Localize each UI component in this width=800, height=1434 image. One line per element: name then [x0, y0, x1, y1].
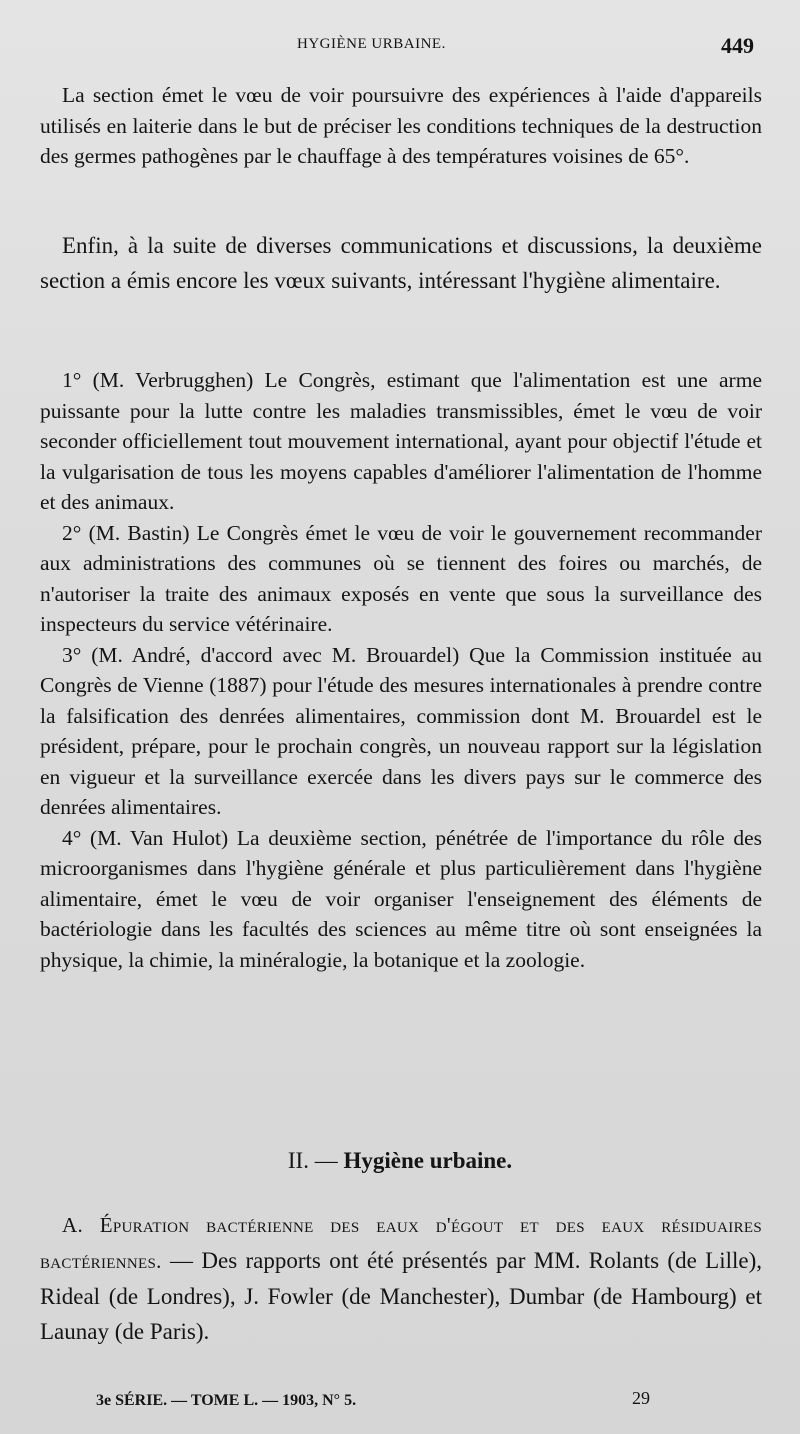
resolution-item: 3° (M. André, d'accord avec M. Brouardel) Que la Commission instituée au Congrès de Vienne (1887) pour l'étude des mesures internationales à prendre contre la falsification des denrées alimentaires, commission dont M. Brouardel est le président, prépare, pour le prochain congrès, un nouveau rapport sur la législation en vigueur et la surveillance exercée dans les divers pays sur le commerce des denrées alimentaires. — [40, 642, 762, 819]
subsection-text: — Des rapports ont été présentés par MM. Rolants (de Lille), Rideal (de Londres), J. Fowler (de Manchester), Dumbar (de Hambourg) et Launay (de Paris). — [40, 1248, 762, 1344]
subsection-epuration — [40, 1207, 762, 1349]
page-header — [0, 33, 800, 66]
page-number: 449 — [721, 33, 754, 58]
sheet-number: 29 — [632, 1388, 650, 1408]
subsection-heading: A. Épuration bactérienne des eaux d'égout et des eaux résiduaires bactériennes. — [40, 1213, 762, 1273]
page-footer — [0, 1390, 800, 1420]
paragraph-text: Enfin, à la suite de diverses communications et discussions, la deuxième section a émis encore les vœux suivants, intéressant l'hygiène alimentaire. — [40, 233, 762, 293]
running-title: HYGIÈNE URBAINE. — [297, 36, 446, 52]
paragraph-laiterie — [40, 80, 762, 172]
resolution-item: 2° (M. Bastin) Le Congrès émet le vœu de voir le gouvernement recommander aux administrations des communes où se tiennent des foires ou marchés, de n'autoriser la traite des animaux exposés en vente que sous la surveillance des inspecteurs du service vétérinaire. — [40, 520, 762, 636]
section-heading — [0, 1148, 800, 1174]
section-title: Hygiène urbaine. — [343, 1148, 513, 1173]
paragraph-voeux-intro — [40, 228, 762, 298]
resolution-item: 1° (M. Verbrugghen) Le Congrès, estimant que l'alimentation est une arme puissante pour la lutte contre les maladies transmissibles, émet le vœu de voir seconder officiellement tout mouvement international, ayant pour objectif l'étude et la vulgarisation de tous les moyens capables d'améliorer l'alimentation de l'homme et des animaux. — [40, 368, 762, 514]
section-number: II. — — [287, 1148, 338, 1173]
paragraph-text: La section émet le vœu de voir poursuivre des expériences à l'aide d'appareils utilisés en laiterie dans le but de préciser les conditions techniques de la destruction des germes pathogènes par le chauffage à des températures voisines de 65°. — [40, 83, 762, 168]
resolution-item: 4° (M. Van Hulot) La deuxième section, pénétrée de l'importance du rôle des microorganismes dans l'hygiène générale et plus particulièrement dans l'hygiène alimentaire, émet le vœu de voir organiser l'enseignement des éléments de bactériologie dans les facultés des sciences au même titre où sont enseignées la physique, la chimie, la minéralogie, la botanique et la zoologie. — [40, 825, 762, 972]
resolutions-list — [40, 365, 762, 975]
subsection-paragraph — [40, 1207, 762, 1349]
series-info: 3e SÉRIE. — TOME L. — 1903, N° 5. — [96, 1392, 357, 1409]
